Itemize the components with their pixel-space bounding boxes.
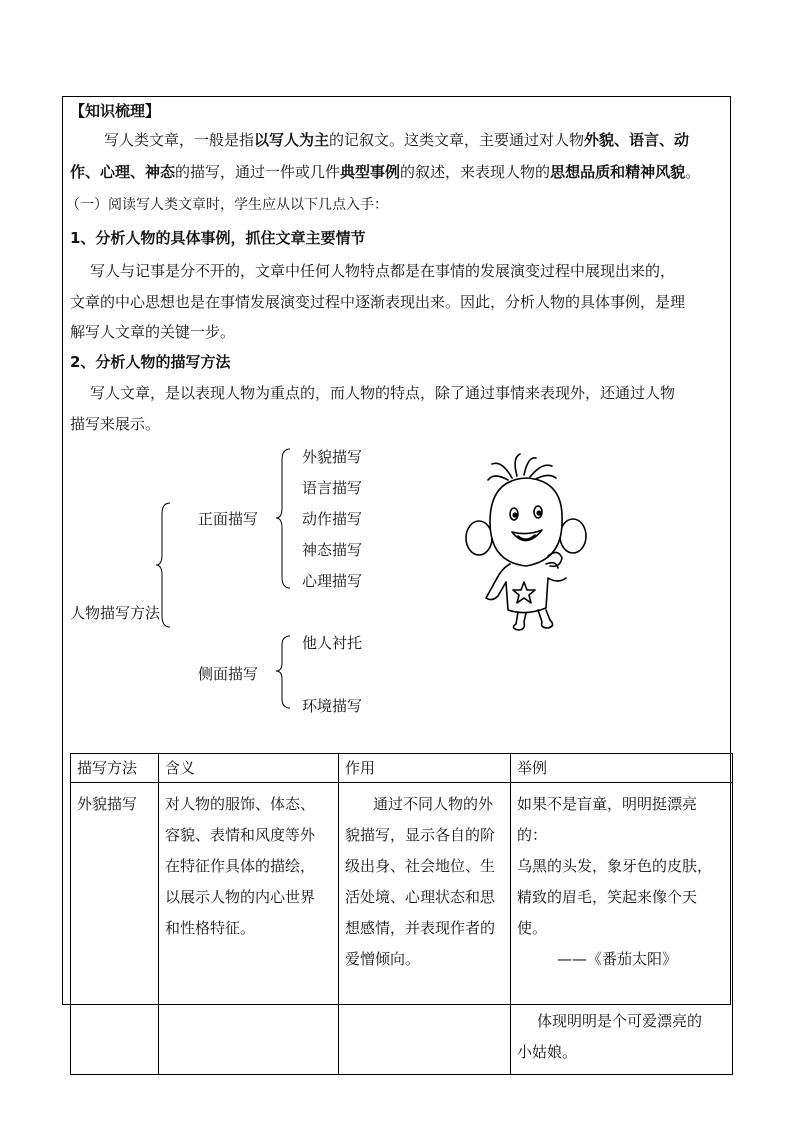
front-item: 外貌描写: [302, 448, 363, 466]
table-header-row: [71, 754, 733, 783]
point1-line-2: 文章的中心思想也是在事情发展演变过程中逐渐表现出来。因此，分析人物的具体事例，是理: [70, 293, 686, 311]
front-item: 语言描写: [302, 479, 363, 497]
table-row: [71, 783, 733, 1075]
point2-line-2: 描写来展示。: [70, 415, 161, 433]
table-header-cell: 作用: [339, 754, 511, 783]
point1-title: 1、分析人物的具体事例，抓住文章主要情节: [70, 229, 366, 247]
table-header-cell: 描写方法: [71, 754, 159, 783]
side-item: 环境描写: [302, 697, 363, 715]
tree-root-label: 人物描写方法: [70, 604, 161, 622]
section-heading: 【知识梳理】: [70, 102, 161, 120]
front-description-label: 正面描写: [198, 510, 259, 528]
front-item: 心理描写: [302, 572, 363, 590]
point2-line-1: 写人文章，是以表现人物为重点的，而人物的特点，除了通过事情来表现外，还通过人物: [90, 384, 676, 402]
example-cell: 如果不是盲童，明明挺漂亮的： 乌黑的头发，象牙色的皮肤， 精致的眉毛，笑起来像个天使。 ——《番茄太阳》 体现明明是个可爱漂亮的 小姑娘。: [511, 783, 733, 1075]
subsection-one: （一）阅读写人类文章时，学生应从以下几点入手：: [66, 197, 388, 213]
root-brace: [154, 500, 174, 630]
meaning-cell: 对人物的服饰、体态、 容貌、表情和风度等外 在特征作具体的描绘， 以展示人物的内心世界 和性格特征。: [159, 783, 339, 1075]
point1-line-3: 解写人文章的关键一步。: [70, 323, 236, 341]
method-cell: 外貌描写: [71, 783, 159, 1075]
front-item: 神态描写: [302, 541, 363, 559]
side-item: 他人衬托: [302, 634, 363, 652]
side-description-label: 侧面描写: [198, 665, 259, 683]
intro-line-2: 作、心理、神态的描写，通过一件或几件典型事例的叙述，来表现人物的思想品质和精神风貌。: [70, 163, 701, 181]
point2-title: 2、分析人物的描写方法: [70, 353, 231, 371]
cartoon-child-illustration: [462, 450, 590, 635]
intro-line-1: 写人类文章，一般是指以写人为主的记叙文。这类文章，主要通过对人物外貌、语言、动: [104, 131, 690, 149]
point1-line-1: 写人与记事是分不开的，文章中任何人物特点都是在事情的发展演变过程中展现出来的，: [90, 262, 676, 280]
table-header-cell: 举例: [511, 754, 733, 783]
description-method-table: [70, 753, 733, 1075]
front-brace: [274, 446, 294, 591]
side-brace: [274, 633, 294, 713]
effect-cell: 通过不同人物的外 貌描写，显示各自的阶 级出身、社会地位、生 活处境、心理状态和思 想感情，并表现作者的 爱憎倾向。: [339, 783, 511, 1075]
table-header-cell: 含义: [159, 754, 339, 783]
front-item: 动作描写: [302, 510, 363, 528]
